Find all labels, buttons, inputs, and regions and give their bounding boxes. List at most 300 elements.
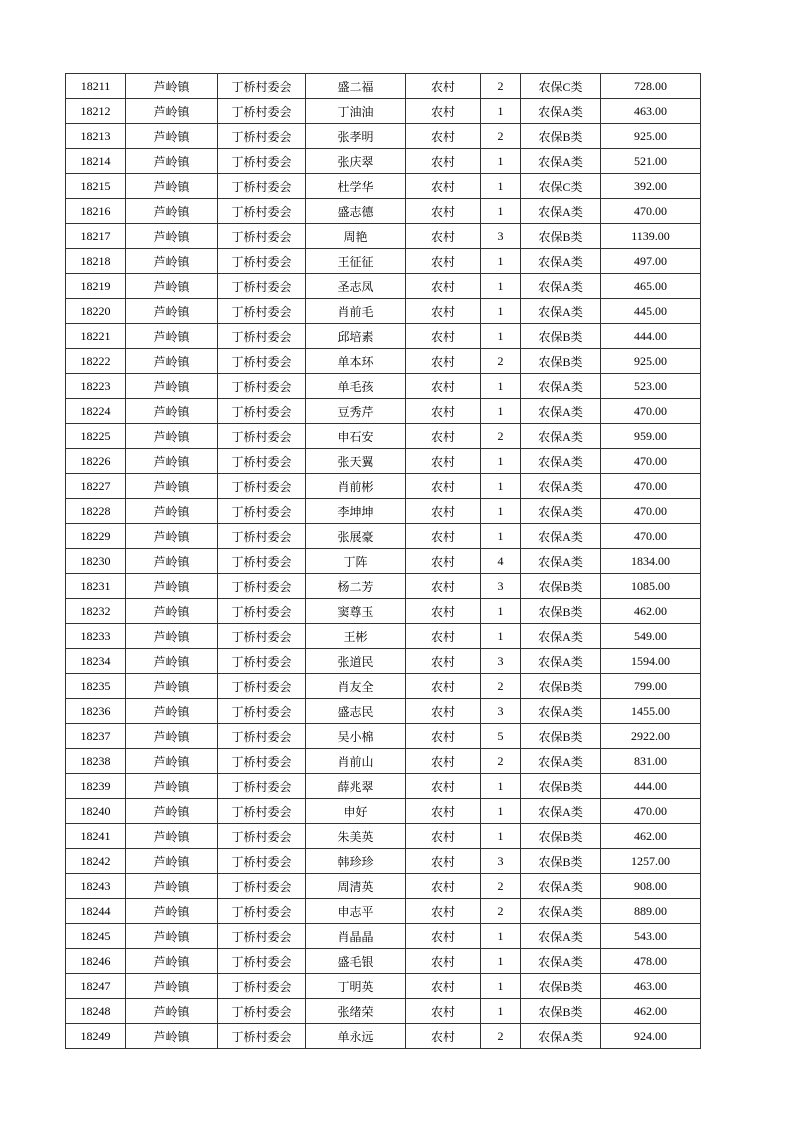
cell-count: 1 bbox=[481, 624, 521, 649]
cell-count: 1 bbox=[481, 949, 521, 974]
cell-town: 芦岭镇 bbox=[126, 774, 218, 799]
cell-village: 丁桥村委会 bbox=[218, 349, 306, 374]
cell-amount: 478.00 bbox=[601, 949, 701, 974]
cell-count: 1 bbox=[481, 974, 521, 999]
cell-village: 丁桥村委会 bbox=[218, 699, 306, 724]
cell-type: 农村 bbox=[406, 124, 481, 149]
cell-name: 丁油油 bbox=[306, 99, 406, 124]
cell-town: 芦岭镇 bbox=[126, 174, 218, 199]
cell-count: 1 bbox=[481, 174, 521, 199]
cell-count: 1 bbox=[481, 524, 521, 549]
cell-name: 盛二福 bbox=[306, 74, 406, 99]
cell-id: 18235 bbox=[66, 674, 126, 699]
cell-amount: 470.00 bbox=[601, 199, 701, 224]
cell-town: 芦岭镇 bbox=[126, 449, 218, 474]
cell-name: 申好 bbox=[306, 799, 406, 824]
cell-count: 1 bbox=[481, 299, 521, 324]
cell-id: 18245 bbox=[66, 924, 126, 949]
cell-village: 丁桥村委会 bbox=[218, 74, 306, 99]
table-row bbox=[66, 249, 701, 274]
cell-town: 芦岭镇 bbox=[126, 124, 218, 149]
table-row bbox=[66, 699, 701, 724]
cell-town: 芦岭镇 bbox=[126, 399, 218, 424]
cell-count: 2 bbox=[481, 1024, 521, 1049]
cell-type: 农村 bbox=[406, 249, 481, 274]
cell-name: 王彬 bbox=[306, 624, 406, 649]
cell-village: 丁桥村委会 bbox=[218, 874, 306, 899]
table-row bbox=[66, 649, 701, 674]
cell-type: 农村 bbox=[406, 274, 481, 299]
cell-name: 周艳 bbox=[306, 224, 406, 249]
cell-village: 丁桥村委会 bbox=[218, 999, 306, 1024]
cell-town: 芦岭镇 bbox=[126, 599, 218, 624]
cell-id: 18226 bbox=[66, 449, 126, 474]
cell-village: 丁桥村委会 bbox=[218, 449, 306, 474]
cell-category: 农保A类 bbox=[521, 874, 601, 899]
cell-name: 邱培素 bbox=[306, 324, 406, 349]
cell-name: 韩珍珍 bbox=[306, 849, 406, 874]
cell-type: 农村 bbox=[406, 399, 481, 424]
cell-amount: 470.00 bbox=[601, 499, 701, 524]
cell-type: 农村 bbox=[406, 99, 481, 124]
cell-name: 张庆翠 bbox=[306, 149, 406, 174]
cell-name: 盛志德 bbox=[306, 199, 406, 224]
cell-amount: 799.00 bbox=[601, 674, 701, 699]
cell-category: 农保A类 bbox=[521, 749, 601, 774]
cell-type: 农村 bbox=[406, 299, 481, 324]
cell-village: 丁桥村委会 bbox=[218, 799, 306, 824]
cell-count: 3 bbox=[481, 849, 521, 874]
cell-village: 丁桥村委会 bbox=[218, 599, 306, 624]
cell-name: 单毛孩 bbox=[306, 374, 406, 399]
cell-id: 18220 bbox=[66, 299, 126, 324]
cell-town: 芦岭镇 bbox=[126, 374, 218, 399]
cell-count: 1 bbox=[481, 599, 521, 624]
cell-category: 农保A类 bbox=[521, 549, 601, 574]
cell-amount: 470.00 bbox=[601, 799, 701, 824]
cell-village: 丁桥村委会 bbox=[218, 574, 306, 599]
cell-count: 1 bbox=[481, 199, 521, 224]
cell-town: 芦岭镇 bbox=[126, 549, 218, 574]
cell-id: 18237 bbox=[66, 724, 126, 749]
cell-category: 农保A类 bbox=[521, 99, 601, 124]
cell-name: 张绪荣 bbox=[306, 999, 406, 1024]
cell-category: 农保A类 bbox=[521, 624, 601, 649]
cell-id: 18212 bbox=[66, 99, 126, 124]
cell-amount: 1257.00 bbox=[601, 849, 701, 874]
cell-town: 芦岭镇 bbox=[126, 224, 218, 249]
table-row bbox=[66, 849, 701, 874]
cell-amount: 463.00 bbox=[601, 974, 701, 999]
cell-village: 丁桥村委会 bbox=[218, 199, 306, 224]
table-row bbox=[66, 674, 701, 699]
cell-amount: 959.00 bbox=[601, 424, 701, 449]
cell-count: 1 bbox=[481, 924, 521, 949]
cell-type: 农村 bbox=[406, 824, 481, 849]
cell-category: 农保B类 bbox=[521, 999, 601, 1024]
cell-amount: 908.00 bbox=[601, 874, 701, 899]
cell-town: 芦岭镇 bbox=[126, 724, 218, 749]
cell-count: 1 bbox=[481, 249, 521, 274]
table-row bbox=[66, 74, 701, 99]
cell-id: 18219 bbox=[66, 274, 126, 299]
cell-type: 农村 bbox=[406, 799, 481, 824]
table-row bbox=[66, 1024, 701, 1049]
cell-village: 丁桥村委会 bbox=[218, 774, 306, 799]
cell-amount: 470.00 bbox=[601, 449, 701, 474]
cell-name: 单本环 bbox=[306, 349, 406, 374]
cell-town: 芦岭镇 bbox=[126, 799, 218, 824]
table-row bbox=[66, 624, 701, 649]
cell-name: 豆秀芹 bbox=[306, 399, 406, 424]
cell-id: 18231 bbox=[66, 574, 126, 599]
cell-count: 4 bbox=[481, 549, 521, 574]
cell-village: 丁桥村委会 bbox=[218, 849, 306, 874]
cell-village: 丁桥村委会 bbox=[218, 924, 306, 949]
cell-type: 农村 bbox=[406, 74, 481, 99]
cell-amount: 2922.00 bbox=[601, 724, 701, 749]
cell-town: 芦岭镇 bbox=[126, 949, 218, 974]
cell-category: 农保B类 bbox=[521, 574, 601, 599]
cell-amount: 543.00 bbox=[601, 924, 701, 949]
cell-name: 李坤坤 bbox=[306, 499, 406, 524]
cell-category: 农保A类 bbox=[521, 1024, 601, 1049]
table-row bbox=[66, 374, 701, 399]
cell-count: 2 bbox=[481, 749, 521, 774]
cell-type: 农村 bbox=[406, 474, 481, 499]
cell-category: 农保C类 bbox=[521, 74, 601, 99]
records-table bbox=[65, 73, 701, 1049]
cell-type: 农村 bbox=[406, 424, 481, 449]
table-row bbox=[66, 399, 701, 424]
cell-name: 周清英 bbox=[306, 874, 406, 899]
cell-amount: 462.00 bbox=[601, 824, 701, 849]
cell-id: 18228 bbox=[66, 499, 126, 524]
cell-id: 18225 bbox=[66, 424, 126, 449]
table-row bbox=[66, 799, 701, 824]
cell-id: 18223 bbox=[66, 374, 126, 399]
cell-name: 肖友全 bbox=[306, 674, 406, 699]
cell-village: 丁桥村委会 bbox=[218, 149, 306, 174]
cell-category: 农保A类 bbox=[521, 699, 601, 724]
cell-town: 芦岭镇 bbox=[126, 299, 218, 324]
cell-type: 农村 bbox=[406, 949, 481, 974]
cell-type: 农村 bbox=[406, 374, 481, 399]
cell-type: 农村 bbox=[406, 449, 481, 474]
cell-town: 芦岭镇 bbox=[126, 474, 218, 499]
cell-amount: 1455.00 bbox=[601, 699, 701, 724]
cell-id: 18222 bbox=[66, 349, 126, 374]
cell-id: 18213 bbox=[66, 124, 126, 149]
cell-town: 芦岭镇 bbox=[126, 349, 218, 374]
cell-name: 张孝明 bbox=[306, 124, 406, 149]
cell-category: 农保A类 bbox=[521, 274, 601, 299]
cell-name: 申志平 bbox=[306, 899, 406, 924]
cell-amount: 444.00 bbox=[601, 324, 701, 349]
cell-category: 农保A类 bbox=[521, 499, 601, 524]
cell-id: 18214 bbox=[66, 149, 126, 174]
table-row bbox=[66, 449, 701, 474]
table-row bbox=[66, 149, 701, 174]
cell-village: 丁桥村委会 bbox=[218, 474, 306, 499]
cell-type: 农村 bbox=[406, 324, 481, 349]
table-row bbox=[66, 499, 701, 524]
table-row bbox=[66, 724, 701, 749]
cell-id: 18224 bbox=[66, 399, 126, 424]
cell-town: 芦岭镇 bbox=[126, 324, 218, 349]
cell-village: 丁桥村委会 bbox=[218, 299, 306, 324]
cell-id: 18217 bbox=[66, 224, 126, 249]
cell-type: 农村 bbox=[406, 849, 481, 874]
cell-category: 农保C类 bbox=[521, 174, 601, 199]
cell-category: 农保A类 bbox=[521, 299, 601, 324]
cell-town: 芦岭镇 bbox=[126, 199, 218, 224]
cell-amount: 465.00 bbox=[601, 274, 701, 299]
table-row bbox=[66, 524, 701, 549]
cell-village: 丁桥村委会 bbox=[218, 99, 306, 124]
cell-village: 丁桥村委会 bbox=[218, 824, 306, 849]
cell-category: 农保A类 bbox=[521, 524, 601, 549]
cell-category: 农保B类 bbox=[521, 724, 601, 749]
cell-town: 芦岭镇 bbox=[126, 624, 218, 649]
cell-amount: 462.00 bbox=[601, 599, 701, 624]
cell-count: 1 bbox=[481, 149, 521, 174]
table-row bbox=[66, 274, 701, 299]
cell-village: 丁桥村委会 bbox=[218, 1024, 306, 1049]
cell-village: 丁桥村委会 bbox=[218, 549, 306, 574]
cell-count: 1 bbox=[481, 324, 521, 349]
cell-name: 圣志凤 bbox=[306, 274, 406, 299]
cell-type: 农村 bbox=[406, 499, 481, 524]
cell-count: 1 bbox=[481, 99, 521, 124]
cell-name: 肖前彬 bbox=[306, 474, 406, 499]
cell-town: 芦岭镇 bbox=[126, 849, 218, 874]
table-row bbox=[66, 949, 701, 974]
cell-type: 农村 bbox=[406, 649, 481, 674]
cell-town: 芦岭镇 bbox=[126, 699, 218, 724]
table-row bbox=[66, 224, 701, 249]
table-row bbox=[66, 199, 701, 224]
cell-id: 18248 bbox=[66, 999, 126, 1024]
cell-count: 3 bbox=[481, 699, 521, 724]
cell-village: 丁桥村委会 bbox=[218, 749, 306, 774]
table-row bbox=[66, 824, 701, 849]
cell-type: 农村 bbox=[406, 924, 481, 949]
cell-amount: 445.00 bbox=[601, 299, 701, 324]
cell-amount: 925.00 bbox=[601, 124, 701, 149]
table-row bbox=[66, 574, 701, 599]
cell-name: 肖晶晶 bbox=[306, 924, 406, 949]
cell-type: 农村 bbox=[406, 149, 481, 174]
cell-town: 芦岭镇 bbox=[126, 74, 218, 99]
cell-id: 18218 bbox=[66, 249, 126, 274]
cell-amount: 497.00 bbox=[601, 249, 701, 274]
cell-category: 农保B类 bbox=[521, 849, 601, 874]
cell-town: 芦岭镇 bbox=[126, 649, 218, 674]
cell-town: 芦岭镇 bbox=[126, 824, 218, 849]
cell-amount: 1139.00 bbox=[601, 224, 701, 249]
cell-town: 芦岭镇 bbox=[126, 974, 218, 999]
cell-name: 张道民 bbox=[306, 649, 406, 674]
table-row bbox=[66, 124, 701, 149]
table-row bbox=[66, 774, 701, 799]
cell-id: 18232 bbox=[66, 599, 126, 624]
table-row bbox=[66, 299, 701, 324]
records-table-body bbox=[66, 74, 701, 1049]
cell-type: 农村 bbox=[406, 999, 481, 1024]
cell-id: 18236 bbox=[66, 699, 126, 724]
cell-count: 1 bbox=[481, 449, 521, 474]
cell-amount: 521.00 bbox=[601, 149, 701, 174]
cell-amount: 523.00 bbox=[601, 374, 701, 399]
cell-amount: 470.00 bbox=[601, 524, 701, 549]
cell-type: 农村 bbox=[406, 774, 481, 799]
cell-name: 肖前山 bbox=[306, 749, 406, 774]
cell-category: 农保B类 bbox=[521, 974, 601, 999]
cell-type: 农村 bbox=[406, 349, 481, 374]
cell-type: 农村 bbox=[406, 199, 481, 224]
cell-category: 农保A类 bbox=[521, 449, 601, 474]
table-row bbox=[66, 999, 701, 1024]
table-row bbox=[66, 974, 701, 999]
table-row bbox=[66, 924, 701, 949]
cell-count: 2 bbox=[481, 124, 521, 149]
cell-town: 芦岭镇 bbox=[126, 524, 218, 549]
cell-id: 18244 bbox=[66, 899, 126, 924]
cell-amount: 463.00 bbox=[601, 99, 701, 124]
cell-count: 2 bbox=[481, 674, 521, 699]
cell-count: 1 bbox=[481, 824, 521, 849]
cell-count: 3 bbox=[481, 224, 521, 249]
cell-town: 芦岭镇 bbox=[126, 424, 218, 449]
cell-category: 农保A类 bbox=[521, 899, 601, 924]
cell-category: 农保A类 bbox=[521, 474, 601, 499]
cell-category: 农保A类 bbox=[521, 249, 601, 274]
cell-id: 18239 bbox=[66, 774, 126, 799]
cell-village: 丁桥村委会 bbox=[218, 374, 306, 399]
cell-type: 农村 bbox=[406, 874, 481, 899]
cell-amount: 924.00 bbox=[601, 1024, 701, 1049]
cell-amount: 462.00 bbox=[601, 999, 701, 1024]
cell-count: 5 bbox=[481, 724, 521, 749]
cell-name: 单永远 bbox=[306, 1024, 406, 1049]
cell-category: 农保A类 bbox=[521, 149, 601, 174]
cell-type: 农村 bbox=[406, 174, 481, 199]
cell-name: 薛兆翠 bbox=[306, 774, 406, 799]
cell-id: 18216 bbox=[66, 199, 126, 224]
cell-count: 1 bbox=[481, 774, 521, 799]
cell-category: 农保B类 bbox=[521, 674, 601, 699]
cell-category: 农保A类 bbox=[521, 799, 601, 824]
cell-village: 丁桥村委会 bbox=[218, 224, 306, 249]
cell-amount: 831.00 bbox=[601, 749, 701, 774]
cell-category: 农保B类 bbox=[521, 824, 601, 849]
cell-amount: 1085.00 bbox=[601, 574, 701, 599]
cell-town: 芦岭镇 bbox=[126, 924, 218, 949]
cell-type: 农村 bbox=[406, 749, 481, 774]
cell-town: 芦岭镇 bbox=[126, 574, 218, 599]
cell-town: 芦岭镇 bbox=[126, 99, 218, 124]
cell-id: 18249 bbox=[66, 1024, 126, 1049]
cell-village: 丁桥村委会 bbox=[218, 124, 306, 149]
cell-id: 18234 bbox=[66, 649, 126, 674]
cell-town: 芦岭镇 bbox=[126, 1024, 218, 1049]
cell-type: 农村 bbox=[406, 674, 481, 699]
table-row bbox=[66, 174, 701, 199]
cell-category: 农保A类 bbox=[521, 924, 601, 949]
cell-town: 芦岭镇 bbox=[126, 874, 218, 899]
cell-id: 18229 bbox=[66, 524, 126, 549]
cell-amount: 1594.00 bbox=[601, 649, 701, 674]
cell-count: 1 bbox=[481, 799, 521, 824]
cell-type: 农村 bbox=[406, 1024, 481, 1049]
cell-village: 丁桥村委会 bbox=[218, 174, 306, 199]
cell-town: 芦岭镇 bbox=[126, 499, 218, 524]
cell-amount: 470.00 bbox=[601, 399, 701, 424]
cell-category: 农保B类 bbox=[521, 124, 601, 149]
cell-village: 丁桥村委会 bbox=[218, 674, 306, 699]
cell-id: 18243 bbox=[66, 874, 126, 899]
cell-town: 芦岭镇 bbox=[126, 899, 218, 924]
cell-id: 18230 bbox=[66, 549, 126, 574]
cell-village: 丁桥村委会 bbox=[218, 899, 306, 924]
cell-village: 丁桥村委会 bbox=[218, 524, 306, 549]
cell-type: 农村 bbox=[406, 549, 481, 574]
table-row bbox=[66, 424, 701, 449]
cell-category: 农保A类 bbox=[521, 949, 601, 974]
cell-name: 盛志民 bbox=[306, 699, 406, 724]
cell-category: 农保B类 bbox=[521, 774, 601, 799]
cell-category: 农保B类 bbox=[521, 224, 601, 249]
cell-category: 农保B类 bbox=[521, 599, 601, 624]
cell-name: 杨二芳 bbox=[306, 574, 406, 599]
cell-count: 2 bbox=[481, 874, 521, 899]
cell-town: 芦岭镇 bbox=[126, 749, 218, 774]
table-row bbox=[66, 99, 701, 124]
cell-amount: 444.00 bbox=[601, 774, 701, 799]
cell-amount: 392.00 bbox=[601, 174, 701, 199]
cell-id: 18211 bbox=[66, 74, 126, 99]
table-row bbox=[66, 599, 701, 624]
cell-amount: 1834.00 bbox=[601, 549, 701, 574]
cell-count: 1 bbox=[481, 999, 521, 1024]
table-row bbox=[66, 324, 701, 349]
cell-village: 丁桥村委会 bbox=[218, 424, 306, 449]
cell-amount: 470.00 bbox=[601, 474, 701, 499]
cell-type: 农村 bbox=[406, 574, 481, 599]
cell-name: 吴小棉 bbox=[306, 724, 406, 749]
cell-village: 丁桥村委会 bbox=[218, 499, 306, 524]
cell-amount: 925.00 bbox=[601, 349, 701, 374]
table-row bbox=[66, 349, 701, 374]
cell-village: 丁桥村委会 bbox=[218, 399, 306, 424]
cell-name: 肖前毛 bbox=[306, 299, 406, 324]
cell-type: 农村 bbox=[406, 624, 481, 649]
cell-id: 18233 bbox=[66, 624, 126, 649]
cell-count: 2 bbox=[481, 74, 521, 99]
cell-category: 农保B类 bbox=[521, 324, 601, 349]
cell-count: 3 bbox=[481, 574, 521, 599]
table-row bbox=[66, 899, 701, 924]
cell-village: 丁桥村委会 bbox=[218, 974, 306, 999]
cell-type: 农村 bbox=[406, 899, 481, 924]
cell-count: 3 bbox=[481, 649, 521, 674]
cell-id: 18227 bbox=[66, 474, 126, 499]
cell-town: 芦岭镇 bbox=[126, 999, 218, 1024]
cell-name: 丁阵 bbox=[306, 549, 406, 574]
cell-id: 18241 bbox=[66, 824, 126, 849]
cell-category: 农保B类 bbox=[521, 349, 601, 374]
